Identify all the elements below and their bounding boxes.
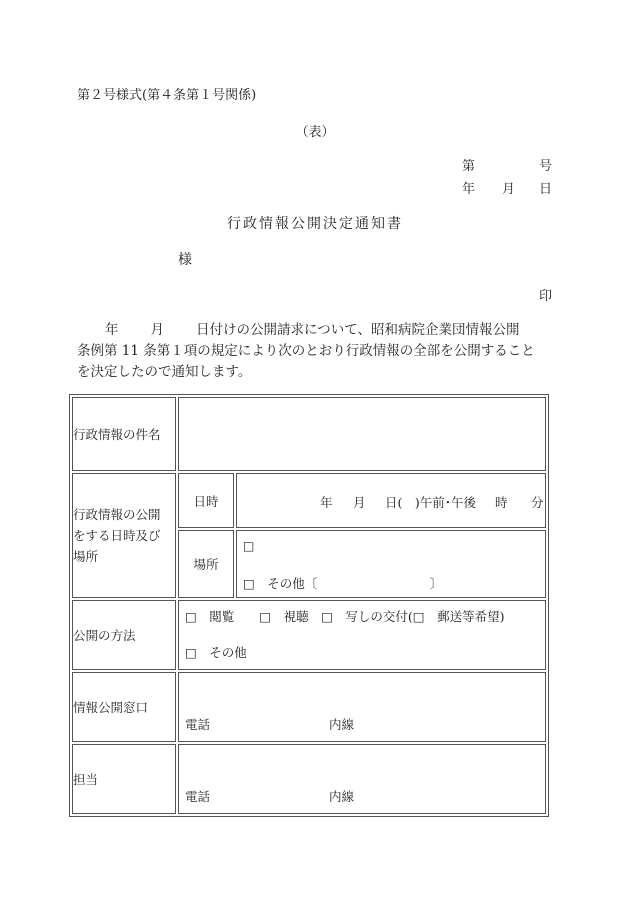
disclosure-table — [69, 394, 549, 817]
window-label: 情報公開窓口 — [72, 672, 176, 742]
datetime-value[interactable] — [236, 473, 546, 528]
datetime-month: 月 — [353, 495, 366, 510]
place-label: 場所 — [178, 530, 234, 598]
form-side-label: （表） — [295, 125, 335, 140]
datetime-year: 年 — [320, 495, 333, 510]
place-value[interactable] — [236, 530, 546, 598]
method-options[interactable]: □ 閲覧 □ 視聴 □ 写しの交付(□ 郵送等希望) — [185, 609, 505, 624]
number-prefix: 第 — [462, 159, 476, 174]
body-line-1-text: 日付けの公開請求について、昭和病院企業団情報公開 — [196, 322, 520, 338]
form-number: 第２号様式(第４条第１号関係) — [77, 88, 257, 103]
body-year: 年 — [105, 322, 119, 338]
notice-body — [77, 320, 557, 383]
body-month: 月 — [150, 322, 164, 338]
contact-extension-label: 内線 — [329, 789, 355, 804]
table-row — [72, 672, 546, 742]
datetime-minute: 分 — [531, 495, 544, 510]
subject-value[interactable] — [178, 397, 546, 471]
subject-label — [72, 397, 176, 471]
window-phone-label: 電話 — [185, 717, 211, 732]
datetime-label: 日時 — [178, 473, 234, 528]
datetime-day-ampm: 日( )午前･午後 — [385, 495, 477, 510]
datetime-place-label-text: 行政情報の公開をする日時及び場所 — [73, 507, 161, 564]
place-other[interactable]: □ その他〔 〕 — [243, 576, 443, 591]
body-line-2: 条例第 11 条第１項の規定により次のとおり行政情報の全部を公開すること — [77, 343, 535, 359]
window-extension-label: 内線 — [329, 717, 355, 732]
issue-day: 日 — [538, 182, 552, 197]
issue-year: 年 — [462, 182, 476, 197]
method-label: 公開の方法 — [72, 600, 176, 670]
method-other[interactable]: □ その他 — [185, 645, 247, 660]
window-value[interactable] — [178, 672, 546, 742]
datetime-hour: 時 — [495, 495, 508, 510]
addressee: 様 — [178, 252, 192, 268]
subject-label-text: 行政情報の件名 — [73, 426, 161, 442]
datetime-place-label — [72, 473, 176, 598]
method-value[interactable] — [178, 600, 546, 670]
table-row — [72, 473, 546, 528]
contact-label: 担当 — [72, 744, 176, 814]
body-line-1 — [77, 320, 557, 341]
contact-phone-label: 電話 — [185, 789, 211, 804]
place-checkbox[interactable]: □ — [243, 539, 255, 553]
table-row — [72, 600, 546, 670]
seal-mark: 印 — [538, 289, 552, 304]
table-row — [72, 397, 546, 471]
document-title: 行政情報公開決定通知書 — [227, 216, 403, 232]
body-line-3: を決定したので通知します。 — [77, 364, 252, 380]
number-suffix: 号 — [538, 159, 552, 174]
issue-month: 月 — [502, 182, 516, 197]
contact-value[interactable] — [178, 744, 546, 814]
table-row — [72, 744, 546, 814]
